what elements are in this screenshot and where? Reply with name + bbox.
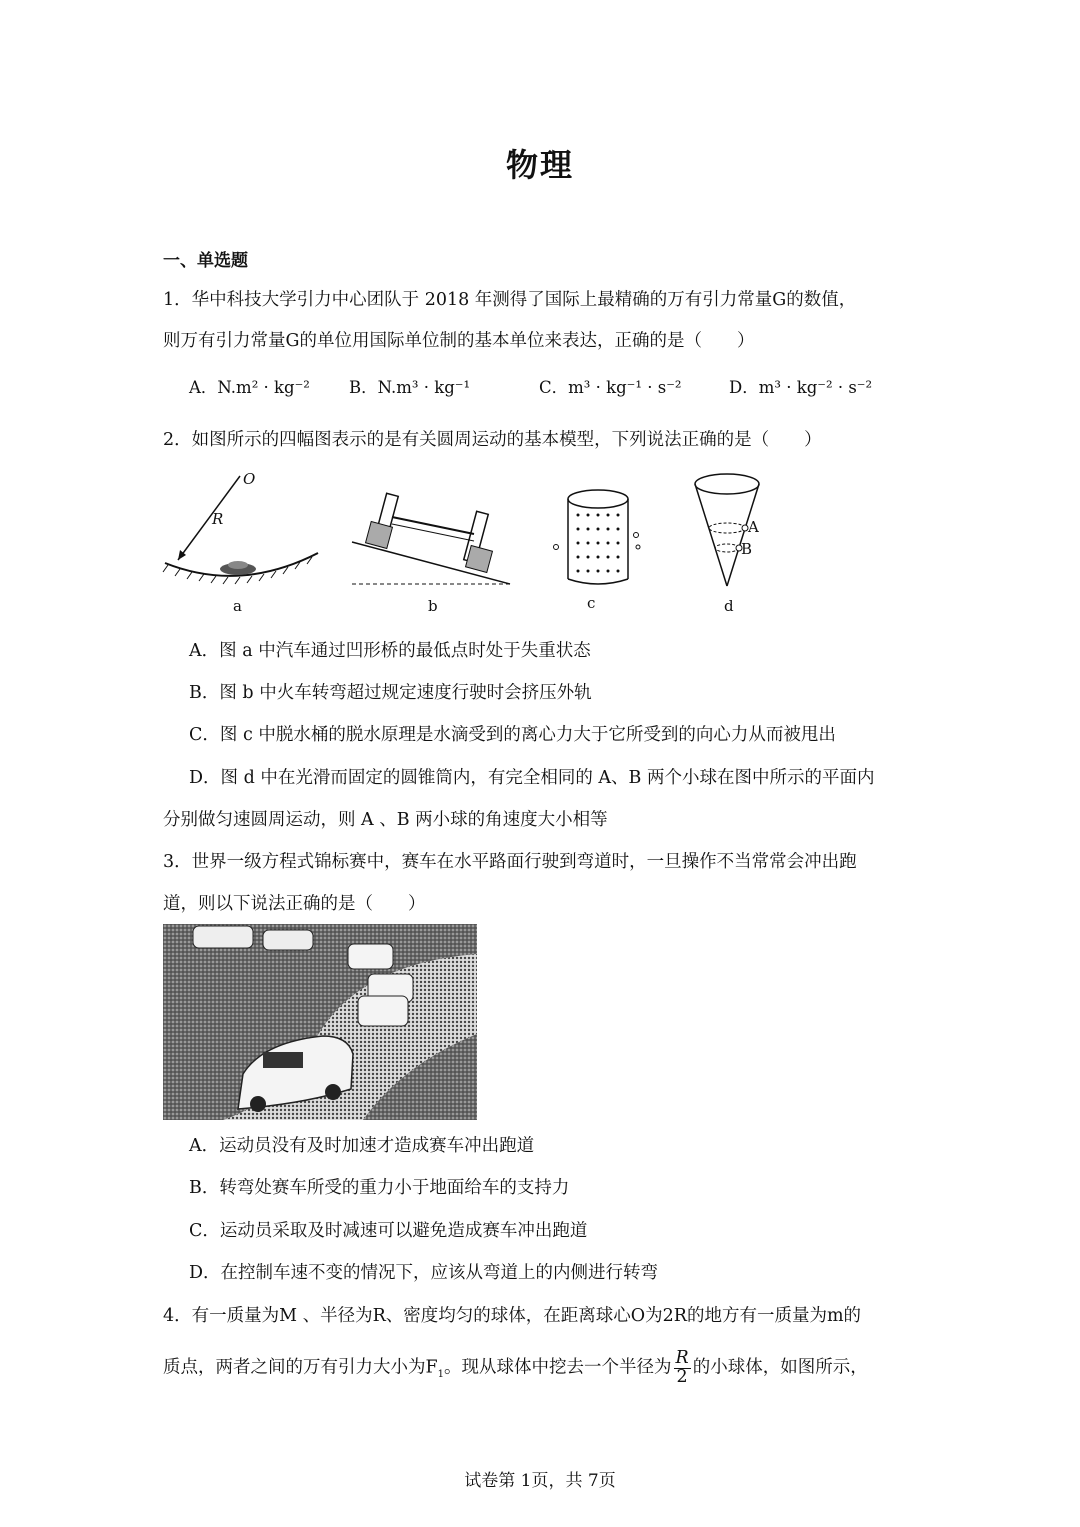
figure-a-label-o: O	[243, 470, 256, 488]
q4-fraction	[674, 1350, 691, 1386]
figure-b-train-on-curve	[350, 472, 520, 592]
q4-fraction-numerator: R	[675, 1348, 689, 1368]
figure-d-label-b: B	[741, 540, 753, 558]
q3-option-c: C．运动员采取及时减速可以避免造成赛车冲出跑道	[189, 1221, 588, 1241]
q4-line2-part3: 的小球体，如图所示，	[692, 1357, 868, 1378]
q4-fraction-denominator: 2	[676, 1366, 688, 1387]
race-car-photo	[163, 924, 477, 1120]
q4-line2-part2: 。现从球体中挖去一个半径为	[444, 1357, 672, 1378]
page-footer: 试卷第 1页，共 7页	[464, 1471, 616, 1491]
q2-option-c: C．图 c 中脱水桶的脱水原理是水滴受到的离心力大于它所受到的向心力从而被甩出	[189, 725, 836, 745]
figure-c-spin-dryer	[548, 485, 648, 590]
q4-stem-line1: 4．有一质量为M 、半径为R、密度均匀的球体，在距离球心O为2R的地方有一质量为m的	[163, 1306, 862, 1326]
q1-stem-line2: 则万有引力常量G的单位用国际单位制的基本单位来表达，正确的是（ ）	[163, 331, 755, 351]
q1-stem-line1: 1．华中科技大学引力中心团队于 2018 年测得了国际上最精确的万有引力常量G的数值，	[163, 290, 857, 310]
figure-b-caption: b	[428, 597, 438, 615]
page-title: 物理	[505, 146, 574, 184]
figure-c-caption: c	[587, 594, 596, 612]
q3-stem-line2: 道，则以下说法正确的是（ ）	[163, 894, 426, 914]
q4-force-subscript: 1	[437, 1369, 445, 1380]
q2-option-a: A．图 a 中汽车通过凹形桥的最低点时处于失重状态	[189, 641, 591, 661]
q2-option-d-line1: D．图 d 中在光滑而固定的圆锥筒内，有完全相同的 A、B 两个小球在图中所示的平面内	[189, 768, 875, 788]
q1-option-a: A．N.m² · kg⁻²	[189, 378, 310, 397]
section-heading: 一、单选题	[163, 251, 248, 271]
q2-stem: 2．如图所示的四幅图表示的是有关圆周运动的基本模型，下列说法正确的是（ ）	[163, 430, 822, 450]
q3-stem-line1: 3．世界一级方程式锦标赛中，赛车在水平路面行驶到弯道时，一旦操作不当常常会冲出跑	[163, 852, 857, 872]
figure-d-caption: d	[724, 597, 734, 615]
figure-d-label-a: A	[748, 518, 759, 536]
figure-a-caption: a	[233, 597, 242, 615]
figure-a-label-r: R	[212, 510, 224, 528]
q3-option-a: A．运动员没有及时加速才造成赛车冲出跑道	[189, 1136, 535, 1156]
q3-option-d: D．在控制车速不变的情况下，应该从弯道上的内侧进行转弯	[189, 1263, 659, 1283]
q1-option-b: B．N.m³ · kg⁻¹	[349, 378, 471, 397]
q4-stem-line2	[163, 1350, 868, 1386]
q2-option-b: B．图 b 中火车转弯超过规定速度行驶时会挤压外轨	[189, 683, 592, 703]
q3-option-b: B．转弯处赛车所受的重力小于地面给车的支持力	[189, 1178, 570, 1198]
q1-option-d: D．m³ · kg⁻² · s⁻²	[729, 378, 873, 397]
q2-option-d-line2: 分别做匀速圆周运动，则 A 、B 两小球的角速度大小相等	[163, 810, 608, 830]
q4-line2-part1: 质点，两者之间的万有引力大小为F	[163, 1357, 438, 1378]
q1-option-c: C．m³ · kg⁻¹ · s⁻²	[539, 378, 682, 397]
